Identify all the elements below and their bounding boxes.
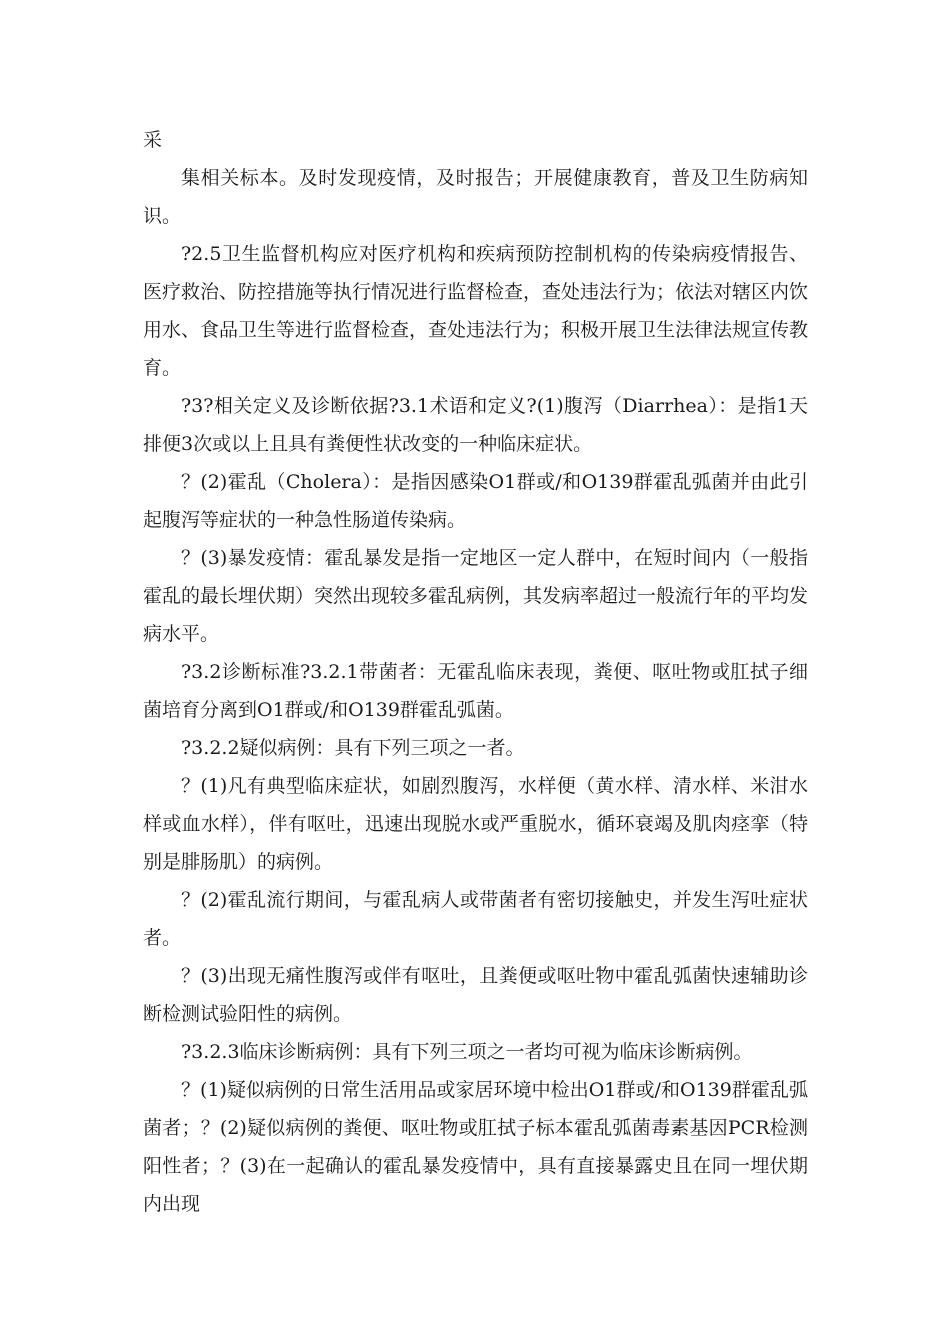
paragraph-5: ？(2)霍乱（Cholera）：是指因感染O1群或/和O139群霍乱弧菌并由此引起腹泻等症状的一种急性肠道传染病。 <box>143 471 808 531</box>
paragraph-4: ?3?相关定义及诊断依据?3.1术语和定义?(1)腹泻（Diarrhea）：是指1天排便3次或以上且具有粪便性状改变的一种临床症状。 <box>143 395 808 455</box>
paragraph-13: ？(1)疑似病例的日常生活用品或家居环境中检出O1群或/和O139群霍乱弧菌者；？(2)疑似病例的粪便、呕吐物或肛拭子标本霍乱弧菌毒素基因PCR检测阳性者；？(3)在一起确认的霍乱暴发疫情中，具有直接暴露史且在同一埋伏期内出现 <box>143 1079 808 1215</box>
paragraph-11: ？(3)出现无痛性腹泻或伴有呕吐，且粪便或呕吐物中霍乱弧菌快速辅助诊断检测试验阳性的病例。 <box>143 965 808 1025</box>
paragraph-10: ？(2)霍乱流行期间，与霍乱病人或带菌者有密切接触史，并发生泻吐症状者。 <box>143 889 808 949</box>
paragraph-1: 采 <box>143 129 163 151</box>
paragraph-12: ?3.2.3临床诊断病例：具有下列三项之一者均可视为临床诊断病例。 <box>181 1041 753 1063</box>
paragraph-3: ?2.5卫生监督机构应对医疗机构和疾病预防控制机构的传染病疫情报告、医疗救治、防控措施等执行情况进行监督检查，查处违法行为；依法对辖区内饮用水、食品卫生等进行监督检查，查处违法行为；积极开展卫生法律法规宣传教育。 <box>143 243 809 379</box>
paragraph-8: ?3.2.2疑似病例：具有下列三项之一者。 <box>181 737 525 759</box>
paragraph-9: ？(1)凡有典型临床症状，如剧烈腹泻，水样便（黄水样、清水样、米泔水样或血水样），伴有呕吐，迅速出现脱水或严重脱水，循环衰竭及肌肉痉挛（特别是腓肠肌）的病例。 <box>143 775 808 873</box>
paragraph-7: ?3.2诊断标准?3.2.1带菌者：无霍乱临床表现，粪便、呕吐物或肛拭子细菌培育分离到O1群或/和O139群霍乱弧菌。 <box>143 661 808 721</box>
paragraph-6: ？(3)暴发疫情：霍乱暴发是指一定地区一定人群中，在短时间内（一般指霍乱的最长埋伏期）突然出现较多霍乱病例，其发病率超过一般流行年的平均发病水平。 <box>143 547 809 645</box>
paragraph-2: 集相关标本。及时发现疫情，及时报告；开展健康教育，普及卫生防病知识。 <box>143 167 808 227</box>
document-body <box>143 121 808 1223</box>
